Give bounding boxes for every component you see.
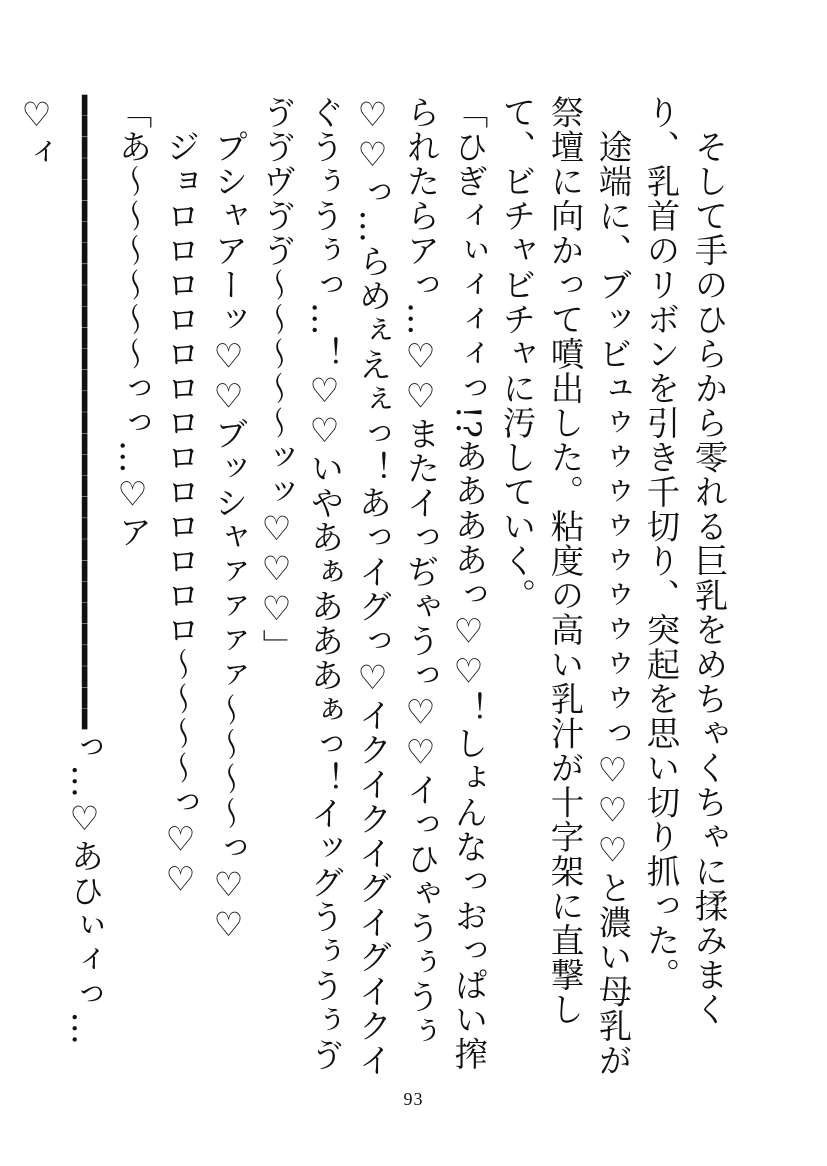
paragraph-6: 「あ〜〜〜〜〜〜っっ…♡ア━━━━━━━━━━━━━━━━━━━━━━━━━━━━━━っ…♡あひぃィっ…♡ィ — [17, 95, 152, 1047]
vertical-body-text — [17, 95, 732, 1080]
page-number: 93 — [403, 1089, 424, 1109]
paragraph-3: 「ひぎィぃィィィっ!?ああああっ♡♡！しょんなっおっぱい搾られたらアっ…♡♡またイっぢゃうっ♡♡イっひゃうぅうぅ♡♡っ…らめぇえぇっ！あっイグっ♡イクイクイグイグイクイぐうぅうぅっ…！♡♡いやあぁあああぁっ！イッグうぅうぅゔゔゔヴゔゔ〜〜〜〜〜ッッ♡♡♡」 — [257, 95, 488, 1078]
paragraph-1: そして手のひらから零れる巨乳をめちゃくちゃに揉みまくり、乳首のリボンを引き千切り、突起を思い切り抓った。 — [641, 95, 728, 1027]
paragraph-5: ジョロロロロロロロロロロロロロ〜〜〜〜っ♡♡ — [161, 95, 200, 900]
paragraph-4: プシャアーッ♡♡ブッシャァァァァ〜〜〜〜っ♡♡ — [209, 95, 248, 945]
paragraph-2: 途端に、ブッビュゥゥゥゥゥゥゥゥゥっ♡♡♡と濃い母乳が祭壇に向かって噴出した。粘度の高い乳汁が十字架に直撃して、ビチャビチャに汚していく。 — [497, 95, 632, 1078]
